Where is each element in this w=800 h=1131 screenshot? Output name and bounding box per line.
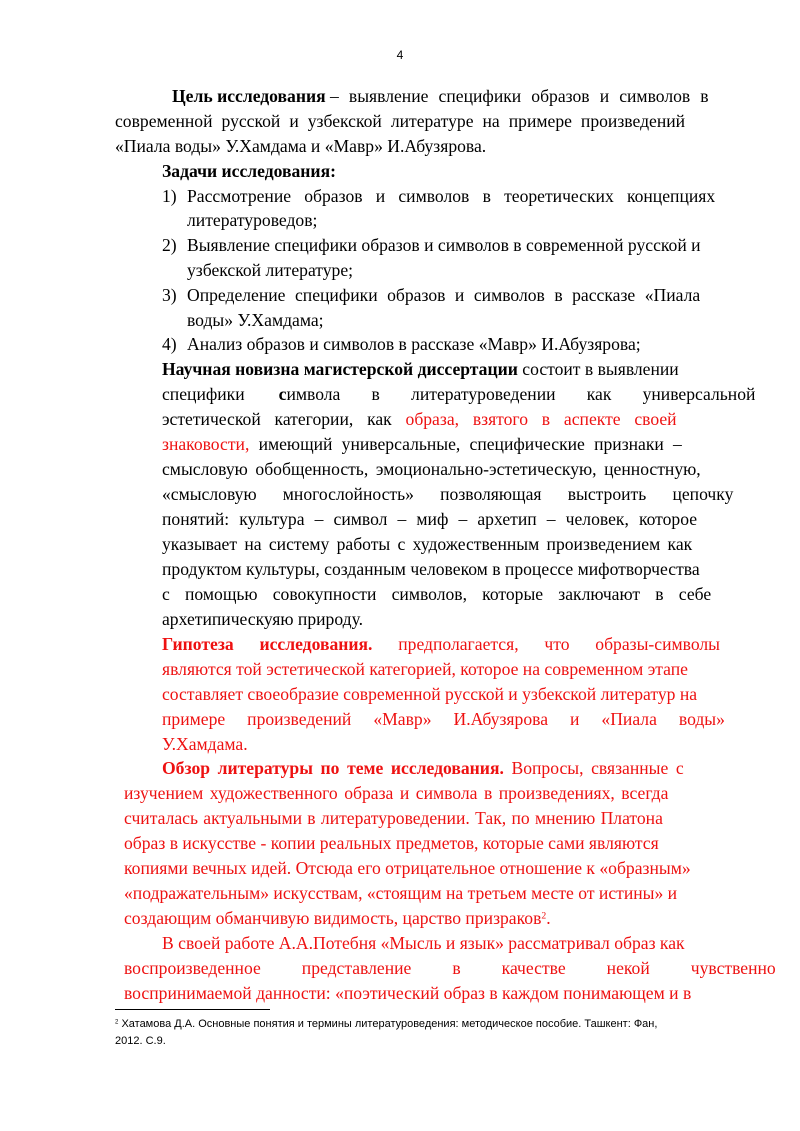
novelty-line-7: понятий: культура – символ – миф – архетип – человек, которое: [162, 509, 698, 529]
red-highlight: знаковости,: [162, 434, 250, 454]
novelty-line-5: смысловую обобщенность, эмоционально-эстетическую, ценностную,: [162, 459, 701, 479]
task-text-cont: узбекской литературе;: [187, 260, 354, 280]
task-text: Выявление специфики образов и символов в современной русской и: [187, 235, 701, 255]
task-number: 1): [162, 186, 177, 206]
novelty-text: состоит в выявлении: [522, 359, 679, 379]
review-line-6: «подражательным» искусствам, «стоящим на третьем месте от истины» и: [124, 883, 678, 903]
footnote-mark: 2: [115, 1019, 119, 1026]
review-line-2: изучением художественного образа и символа в произведениях, всегда: [124, 783, 669, 803]
novelty-line-2: специфики символа в литературоведении как универсальной: [162, 384, 756, 404]
hypothesis-line-2: являются той эстетической категорией, которое на современном этапе: [162, 659, 688, 679]
red-highlight: образа, взятого в аспекте своей: [405, 409, 677, 429]
tasks-heading: Задачи исследования:: [162, 161, 336, 181]
goal-label: Цель исследования: [172, 86, 326, 106]
potebnya-line-2: воспроизведенное представление в качестве некой чувственно: [124, 958, 776, 978]
task-text: Анализ образов и символов в рассказе «Мавр» И.Абузярова;: [187, 334, 641, 354]
goal-text: – выявление специфики образов и символов в: [330, 86, 709, 106]
hypothesis-line-1: Гипотеза исследования. предполагается, что образы-символы: [162, 634, 720, 654]
goal-line-1: [172, 88, 709, 106]
task-text: Определение специфики образов и символов в рассказе «Пиала: [187, 285, 701, 305]
novelty-line-6: «смысловую многослойность» позволяющая выстроить цепочку: [162, 484, 734, 504]
hypothesis-line-3: составляет своеобразие современной русской и узбекской литератур на: [162, 684, 698, 704]
hypothesis-label: Гипотеза исследования.: [162, 634, 373, 654]
novelty-line-1: [162, 361, 679, 379]
potebnya-line-3: воспринимаемой данности: «поэтический образ в каждом понимающем и в: [124, 983, 692, 1003]
task-text-cont: литературоведов;: [187, 210, 318, 230]
goal-line-3: «Пиала воды» У.Хамдама и «Мавр» И.Абузярова.: [115, 136, 487, 156]
footnote-line-1: $^2$ Хатамова Д.А. Основные понятия и термины литературоведения: методическое пособие. Ташкент: Фан,: [115, 1018, 658, 1030]
review-label: Обзор литературы по теме исследования.: [162, 758, 504, 778]
novelty-line-8: указывает на систему работы с художественным произведением как: [162, 534, 693, 554]
task-number: 2): [162, 235, 177, 255]
review-line-5: копиями вечных идей. Отсюда его отрицательное отношение к «образным»: [124, 858, 691, 878]
hypothesis-line-5: У.Хамдама.: [162, 734, 248, 754]
novelty-line-10: с помощью совокупности символов, которые заключают в себе: [162, 584, 712, 604]
novelty-label: Научная новизна магистерской диссертации: [162, 359, 518, 379]
task-text-cont: воды» У.Хамдама;: [187, 310, 324, 330]
footnote-separator: [115, 1009, 270, 1010]
task-number: 4): [162, 334, 177, 354]
review-line-1: Обзор литературы по теме исследования. Вопросы, связанные с: [162, 758, 684, 778]
novelty-line-4: знаковости, имеющий универсальные, специфические признаки –: [162, 434, 682, 454]
footnote-line-2: 2012. С.9.: [115, 1035, 166, 1047]
novelty-line-9: продуктом культуры, созданным человеком в процессе мифотворчества: [162, 559, 700, 579]
page-number: 4: [396, 48, 404, 62]
hypothesis-line-4: примере произведений «Мавр» И.Абузярова и «Пиала воды»: [162, 709, 725, 729]
review-line-4: образ в искусстве - копии реальных предметов, которые сами являются: [124, 833, 659, 853]
task-text: Рассмотрение образов и символов в теоретических концепциях: [187, 186, 716, 206]
review-line-7: создающим обманчивую видимость, царство призраков$^2$.: [124, 908, 551, 928]
footnote-ref[interactable]: 2: [541, 910, 547, 922]
novelty-line-11: архетипическуяю природу.: [162, 609, 364, 629]
novelty-line-3: эстетической категории, как образа, взятого в аспекте своей: [162, 409, 677, 429]
potebnya-line-1: В своей работе А.А.Потебня «Мысль и язык» рассматривал образ как: [162, 933, 685, 953]
task-number: 3): [162, 285, 177, 305]
review-line-3: считалась актуальными в литературоведении. Так, по мнению Платона: [124, 808, 663, 828]
goal-line-2: современной русской и узбекской литературе на примере произведений: [115, 111, 686, 131]
